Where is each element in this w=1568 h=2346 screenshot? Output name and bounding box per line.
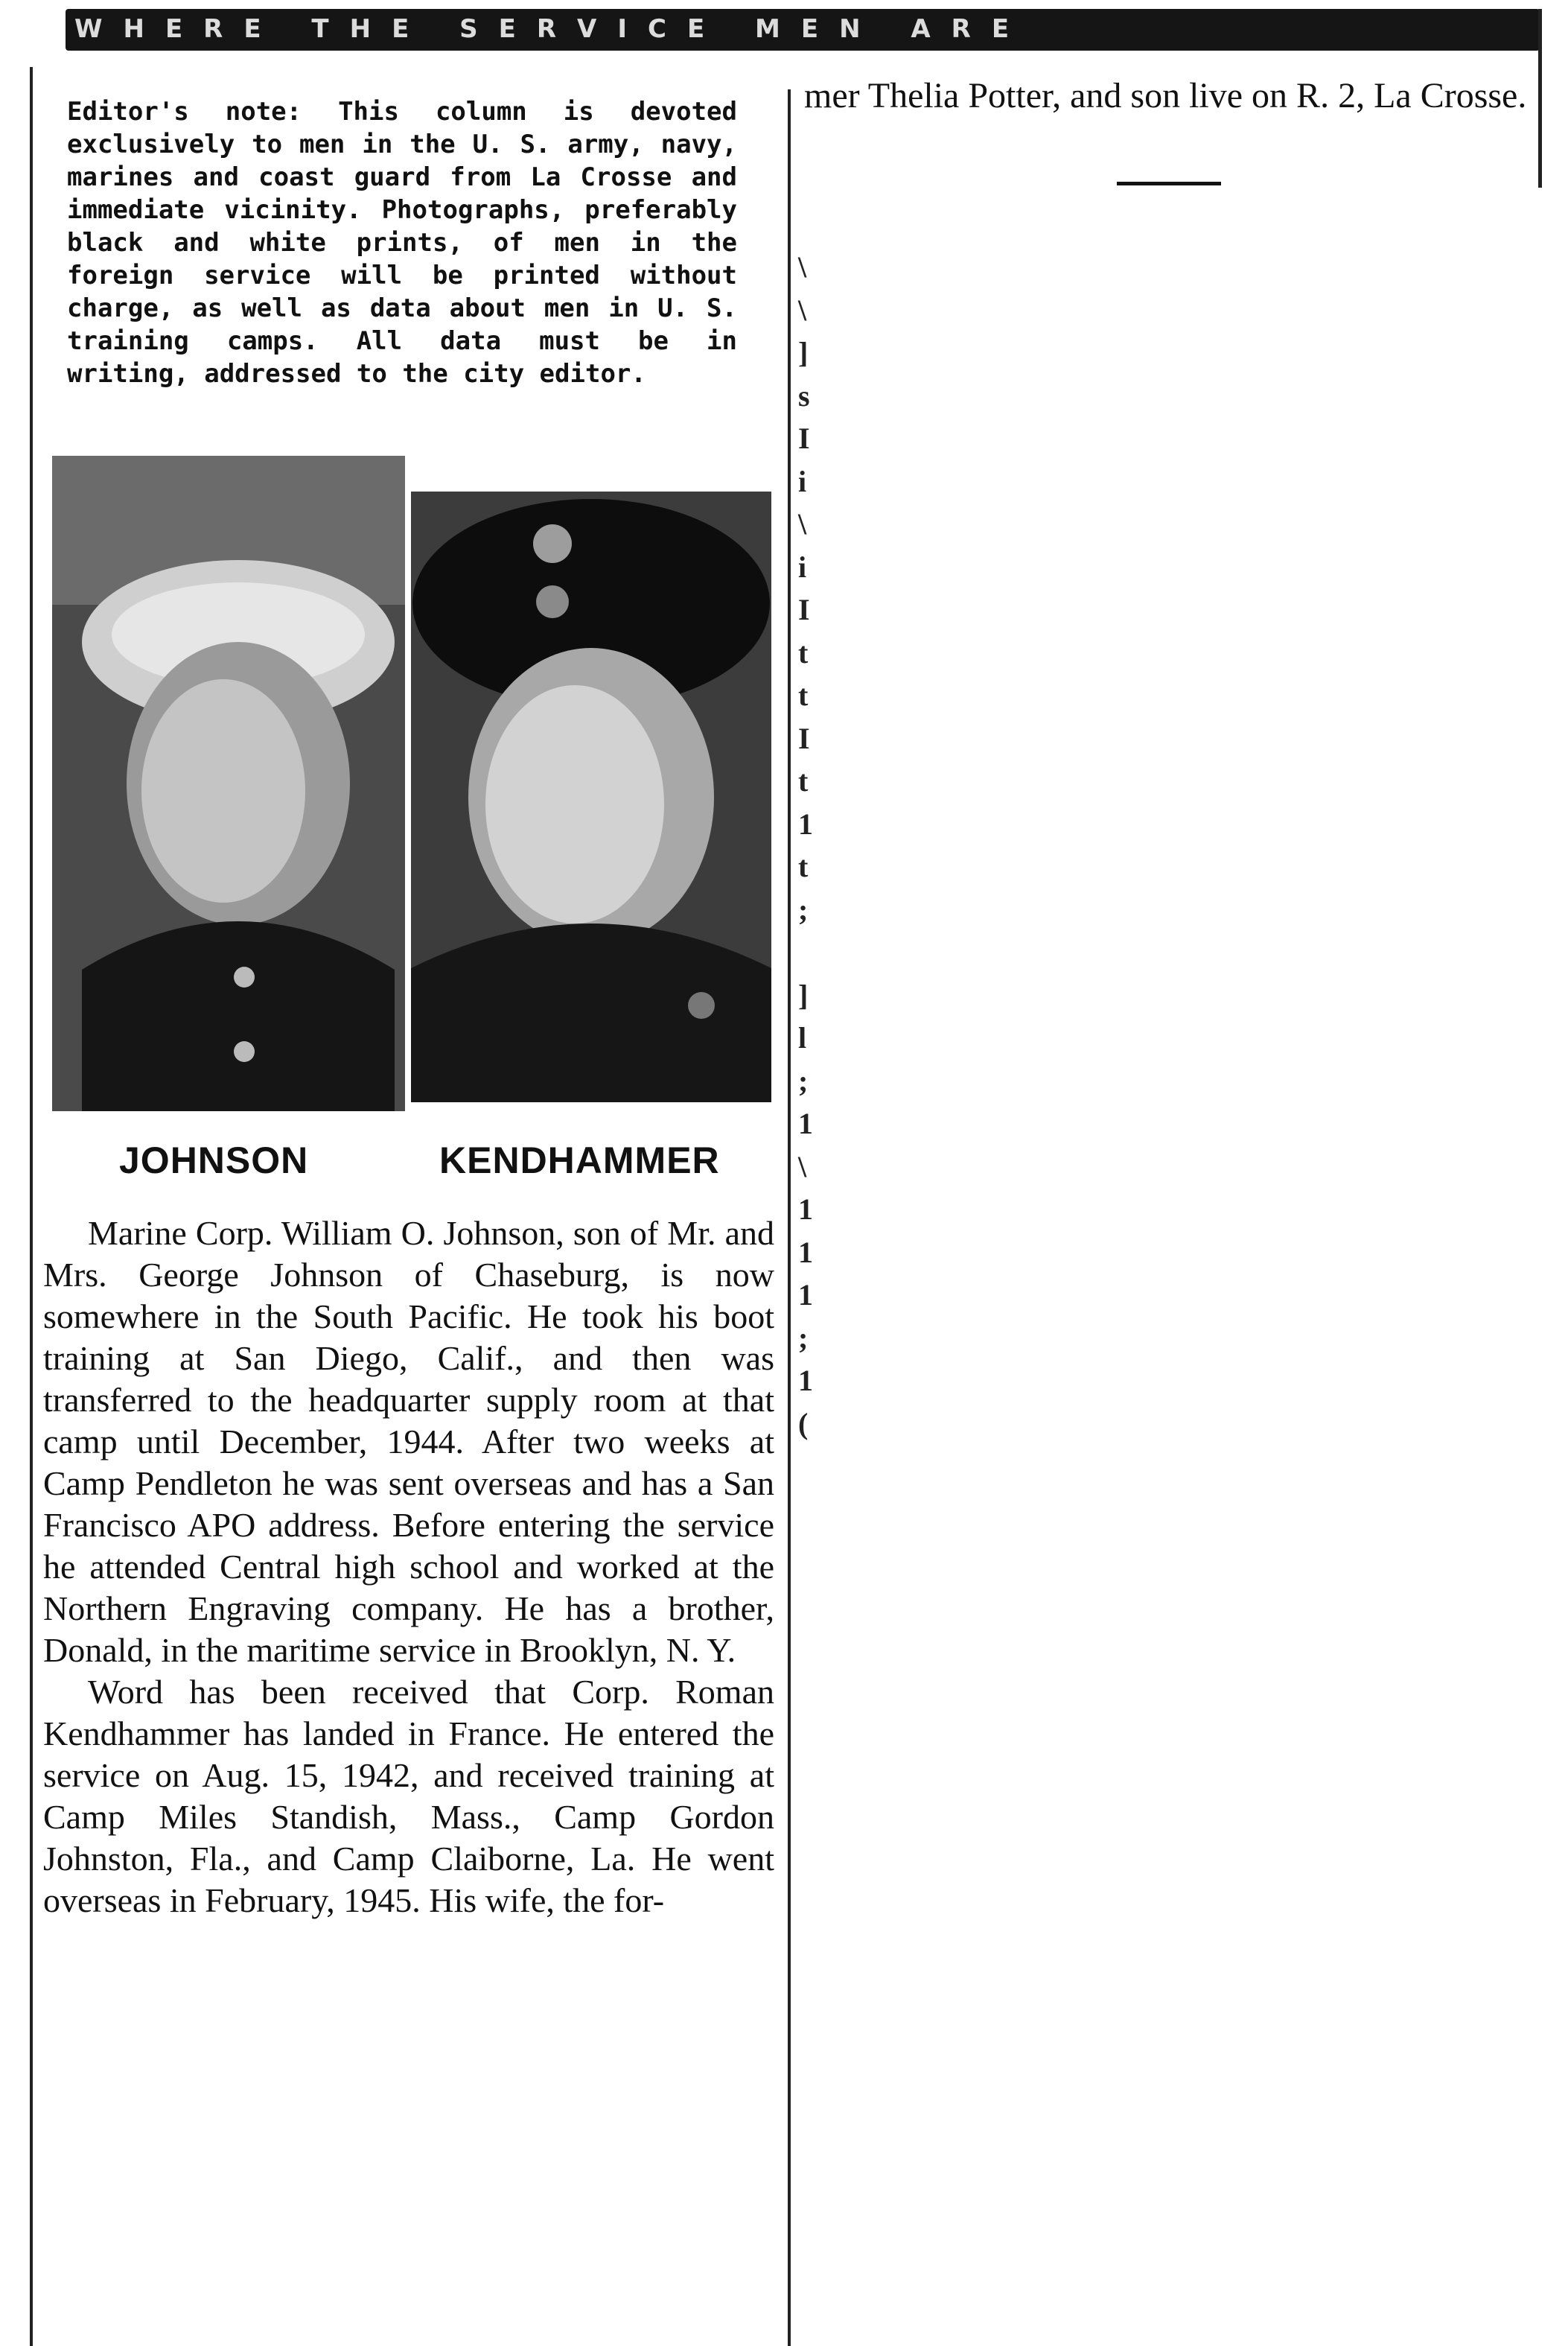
kendhammer-portrait-photo bbox=[411, 492, 771, 1102]
right-column bbox=[804, 74, 1530, 118]
johnson-portrait-photo bbox=[52, 456, 405, 1111]
kendhammer-portrait-image bbox=[411, 492, 771, 1102]
johnson-portrait-image bbox=[52, 456, 405, 1111]
clipped-column-letters: \ \ ] s I i \ i I t t I t 1 t ; ] l ; 1 \ 1 1 1 ; 1 ( bbox=[798, 250, 813, 1440]
photo-caption-kendhammer: KENDHAMMER bbox=[439, 1139, 720, 1181]
column-rule-middle bbox=[788, 89, 791, 2346]
article-paragraph-johnson: Marine Corp. William O. Johnson, son of Mr. and Mrs. George Johnson of Chaseburg, is now somewhere in the South Pacific. He took his boot training at San Diego, Calif., and then was transferred to the headquarter supply room at that camp until December, 1944. After two weeks at Camp Pendleton he was sent overseas and has a San Francisco APO address. Before entering the service he attended Central high school and worked at the Northern Engraving company. He has a brother, Donald, in the maritime service in Brooklyn, N. Y. bbox=[43, 1214, 774, 1669]
column-rule-left bbox=[30, 67, 33, 2346]
photo-caption-johnson: JOHNSON bbox=[119, 1139, 309, 1181]
right-column-continuation: mer Thelia Potter, and son live on R. 2, La Crosse. bbox=[804, 76, 1527, 115]
masthead-banner-text: WHERE THE SERVICE MEN ARE bbox=[74, 14, 1030, 44]
article-paragraph-kendhammer: Word has been received that Corp. Roman Kendhammer has landed in France. He entered the service on Aug. 15, 1942, and received training at Camp Miles Standish, Mass., Camp Gordon Johnston, Fla., and Camp Claiborne, La. He went overseas in February, 1945. His wife, the for- bbox=[43, 1673, 774, 1919]
article-body bbox=[43, 1212, 774, 1921]
editors-note-text: Editor's note: This column is devoted exclusively to men in the U. S. army, navy, marines and coast guard from La Crosse and immediate vicinity. Photographs, preferably black and white prints, of men in the foreign service will be printed without charge, as well as data about men in U. S. training camps. All data must be in writing, addressed to the city editor. bbox=[67, 97, 737, 389]
column-rule-right bbox=[1538, 9, 1542, 188]
editors-note bbox=[67, 95, 737, 390]
section-divider bbox=[1117, 182, 1221, 185]
